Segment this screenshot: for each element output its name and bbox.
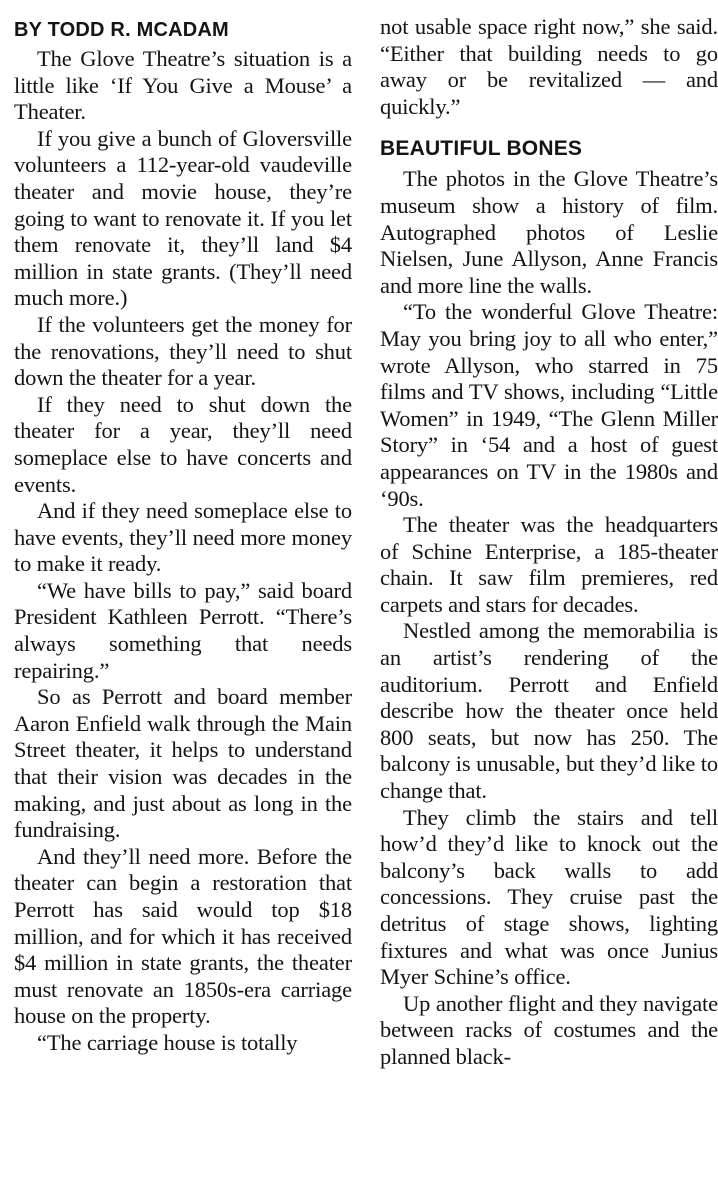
paragraph: Up another flight and they navigate between racks of costumes and the planned black- <box>380 990 718 1069</box>
paragraph: And they’ll need more. Before the theater can begin a restoration that Perrott has said would top $18 million, and for which it has received $4 million in state grants, the theater must renovate an 1850s-era carriage house on the property. <box>14 843 352 1029</box>
paragraph: “To the wonderful Glove Theatre: May you bring joy to all who enter,” wrote Allyson, who starred in 75 films and TV shows, including “Little Women” in 1949, “The Glenn Miller Story” in ‘54 and a host of guest appearances on TV in the 1980s and ‘90s. <box>380 299 718 511</box>
paragraph: So as Perrott and board member Aaron Enfield walk through the Main Street theater, it helps to understand that their vision was decades in the making, and just about as long in the fundraising. <box>14 684 352 843</box>
section-subhead: BEAUTIFUL BONES <box>380 137 583 161</box>
paragraph: And if they need someplace else to have events, they’ll need more money to make it ready. <box>14 498 352 577</box>
paragraph: The Glove Theatre’s situation is a little like ‘If You Give a Mouse’ a Theater. <box>14 46 352 125</box>
paragraph: If the volunteers get the money for the renovations, they’ll need to shut down the theater for a year. <box>14 311 352 391</box>
paragraph: The photos in the Glove Theatre’s museum show a history of film. Autographed photos of Leslie Nielsen, June Allyson, Anne Francis and more line the walls. <box>380 166 718 298</box>
left-column <box>14 14 352 1057</box>
paragraph: They climb the stairs and tell how’d they’d like to knock out the balcony’s back walls to add concessions. They cruise past the detritus of stage shows, lighting fixtures and what was once Junius Myer Schine’s office. <box>380 804 718 990</box>
paragraph: “We have bills to pay,” said board President Kathleen Perrott. “There’s always something that needs repairing.” <box>14 577 352 683</box>
paragraph: “The carriage house is totally <box>37 1029 298 1055</box>
paragraph: Nestled among the memorabilia is an artist’s rendering of the auditorium. Perrott and Enfield describe how the theater once held 800 seats, but now has 250. The balcony is unusable, but they’d like to change that. <box>380 618 718 804</box>
paragraph: If they need to shut down the theater for a year, they’ll need someplace else to have concerts and events. <box>14 391 352 497</box>
paragraph-continuation: not usable space right now,” she said. “Either that building needs to go away or be revitalized — and quickly.” <box>380 14 718 119</box>
paragraph: If you give a bunch of Gloversville volunteers a 112-year-old vaudeville theater and movie house, they’re going to want to renovate it. If you let them renovate it, they’ll land $4 million in state grants. (They’ll need much more.) <box>14 125 352 311</box>
paragraph: The theater was the headquarters of Schine Enterprise, a 185-theater chain. It saw film premieres, red carpets and stars for decades. <box>380 512 718 617</box>
byline: BY TODD R. MCADAM <box>14 19 229 41</box>
right-column <box>380 14 718 1071</box>
